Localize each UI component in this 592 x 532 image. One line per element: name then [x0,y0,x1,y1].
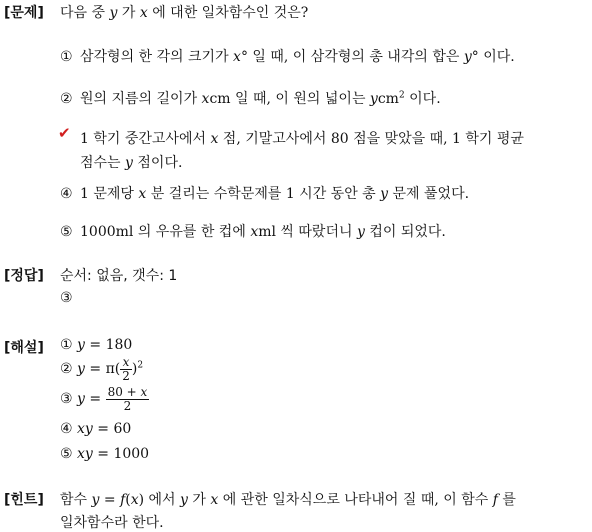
correct-check-icon [58,124,71,142]
answer-label: [정답] [4,268,44,284]
hint-line-2: 일차함수라 한다. [60,515,164,531]
choice-3-line-2: 점수는 y 점이다. [80,155,183,171]
explanation-label: [해설] [4,340,44,356]
question-text: 다음 중 y 가 x 에 대한 일차함수인 것은? [60,5,309,21]
choice-5: ⑤ 1000ml 의 우유를 한 컵에 xml 씩 따랐더니 y 컵이 되었다. [60,224,446,240]
explanation-2: ② y = π( $\frac{x}{2}$ )$^2$ [60,355,144,383]
choice-2: ② 원의 지름의 길이가 xcm 일 때, 이 원의 넓이는 ycm$^2$ 이다. [60,90,441,107]
explanation-5: ⑤ xy = 1000 [60,446,150,462]
problem-label: [문제] [4,5,44,21]
check-mark: ✔ [58,124,71,142]
answer-meta: 순서: 없음, 갯수: 1 [60,268,178,284]
explanation-3: ③ y = $\frac{80 + x}{2}$ [60,385,148,413]
choice-1: ① 삼각형의 한 각의 크기가 x° 일 때, 이 삼각형의 총 내각의 합은 y° 이다. [60,49,515,65]
explanation-1: ① y = 180 [60,337,133,353]
explanation-4: ④ xy = 60 [60,421,132,437]
hint-line-1: 함수 y = f(x) 에서 y 가 x 에 관한 일차식으로 나타내어 질 때, 이 함수 f 를 [60,492,516,508]
answer-value: ③ [60,290,73,306]
choice-4: ④ 1 문제당 x 분 걸리는 수학문제를 1 시간 동안 총 y 문제 풀었다. [60,186,470,202]
hint-label: [힌트] [4,492,44,508]
choice-3-line-1: 1 학기 중간고사에서 x 점, 기말고사에서 80 점을 맞았을 때, 1 학기 평균 [80,131,524,147]
